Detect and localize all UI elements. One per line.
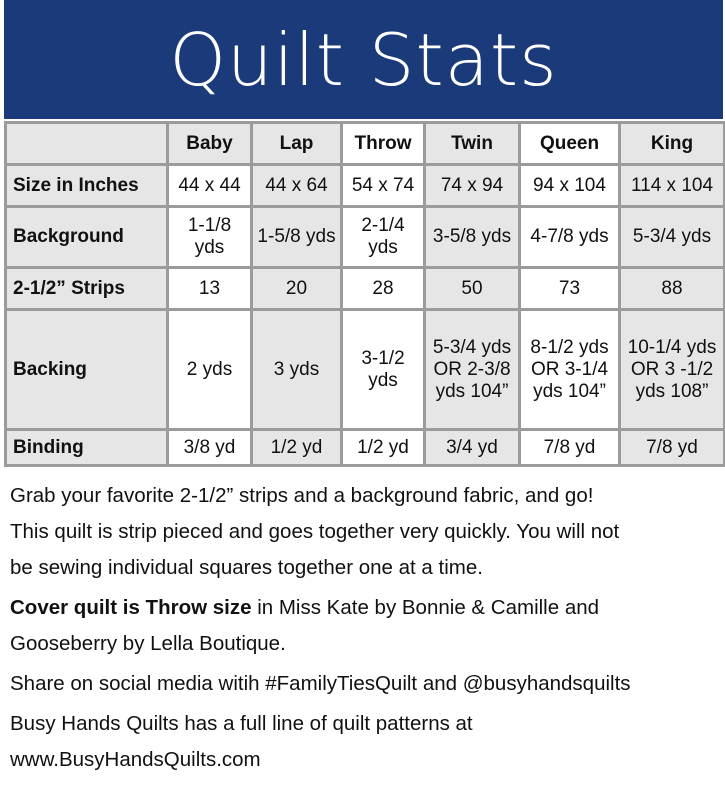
table-cell: 20 [252, 268, 342, 310]
table-cell: 44 x 64 [252, 165, 342, 207]
table-cell: 8-1/2 yds OR 3-1/4 yds 104” [520, 310, 620, 430]
row-label: 2-1/2” Strips [6, 268, 168, 310]
table-cell: 3-5/8 yds [425, 207, 520, 268]
table-row [6, 430, 725, 466]
header-cell-twin: Twin [425, 123, 520, 165]
header-cell-queen: Queen [520, 123, 620, 165]
row-label: Background [6, 207, 168, 268]
table-cell: 3-1/2 yds [342, 310, 425, 430]
intro-line-3: be sewing individual squares together one at a time. [10, 556, 483, 579]
table-cell: 28 [342, 268, 425, 310]
table-cell: 4-7/8 yds [520, 207, 620, 268]
row-label: Size in Inches [6, 165, 168, 207]
table-cell: 74 x 94 [425, 165, 520, 207]
cover-quilt-line-2: Gooseberry by Lella Boutique. [10, 632, 286, 655]
table-cell: 1-5/8 yds [252, 207, 342, 268]
cover-quilt-bold: Cover quilt is Throw size [10, 596, 252, 619]
table-cell: 3/4 yd [425, 430, 520, 466]
table-row [6, 165, 725, 207]
cover-quilt-rest: in Miss Kate by Bonnie & Camille and [251, 596, 600, 619]
intro-line-1: Grab your favorite 2-1/2” strips and a background fabric, and go! [10, 484, 594, 507]
table-row [6, 310, 725, 430]
quilt-stats-table [4, 121, 725, 467]
website-link[interactable]: www.BusyHandsQuilts.com [10, 748, 261, 771]
patterns-paragraph [10, 706, 720, 778]
table-cell: 73 [520, 268, 620, 310]
row-label: Binding [6, 430, 168, 466]
table-header-row [6, 123, 725, 165]
table-cell: 3/8 yd [168, 430, 252, 466]
table-cell: 3 yds [252, 310, 342, 430]
header-cell-throw: Throw [342, 123, 425, 165]
table-cell: 1-1/8 yds [168, 207, 252, 268]
header-cell-lap: Lap [252, 123, 342, 165]
intro-line-2: This quilt is strip pieced and goes together very quickly. You will not [10, 520, 620, 543]
table-cell: 94 x 104 [520, 165, 620, 207]
patterns-line-1: Busy Hands Quilts has a full line of quilt patterns at [10, 712, 473, 735]
table-cell: 1/2 yd [342, 430, 425, 466]
table-cell: 44 x 44 [168, 165, 252, 207]
table-row [6, 268, 725, 310]
table-cell: 1/2 yd [252, 430, 342, 466]
table-cell: 50 [425, 268, 520, 310]
row-label: Backing [6, 310, 168, 430]
table-cell: 10-1/4 yds OR 3 -1/2 yds 108” [620, 310, 725, 430]
table-cell: 5-3/4 yds OR 2-3/8 yds 104” [425, 310, 520, 430]
table-cell: 88 [620, 268, 725, 310]
table-row [6, 207, 725, 268]
page-title: Quilt Stats [4, 0, 723, 119]
cover-quilt-paragraph [10, 590, 720, 662]
table-cell: 13 [168, 268, 252, 310]
table-cell: 5-3/4 yds [620, 207, 725, 268]
table-cell: 54 x 74 [342, 165, 425, 207]
description-text [10, 478, 720, 782]
table-cell: 2-1/4 yds [342, 207, 425, 268]
header-cell-king: King [620, 123, 725, 165]
header-cell-baby: Baby [168, 123, 252, 165]
social-paragraph: Share on social media witih #FamilyTiesQuilt and @busyhandsquilts [10, 672, 631, 695]
intro-paragraph [10, 478, 720, 586]
table-cell: 7/8 yd [520, 430, 620, 466]
table-cell: 114 x 104 [620, 165, 725, 207]
header-cell-empty [6, 123, 168, 165]
table-cell: 7/8 yd [620, 430, 725, 466]
table-cell: 2 yds [168, 310, 252, 430]
